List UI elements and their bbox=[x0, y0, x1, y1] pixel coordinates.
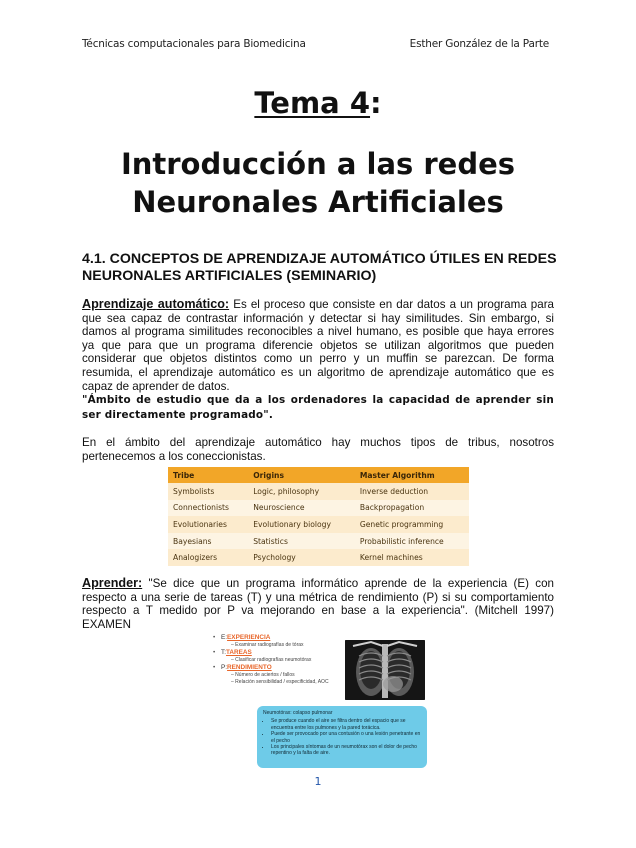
table-cell: Neuroscience bbox=[248, 500, 355, 517]
table-header-cell: Master Algorithm bbox=[355, 467, 469, 483]
table-header-row bbox=[168, 467, 469, 483]
table-cell: Evolutionaries bbox=[168, 516, 248, 533]
page-number: 1 bbox=[314, 775, 322, 788]
term-machine-learning: Aprendizaje automático: bbox=[82, 297, 230, 311]
etp-subitem-text: Clasificar radiografías neumotórax bbox=[235, 657, 312, 663]
title-line-1: Introducción a las redes bbox=[120, 147, 516, 181]
pneumothorax-info-box bbox=[257, 706, 427, 768]
table-row bbox=[168, 483, 469, 500]
etp-prefix: P: bbox=[221, 664, 228, 671]
info-box-list bbox=[263, 718, 421, 756]
topic-colon: : bbox=[370, 86, 382, 120]
etp-subitem bbox=[213, 672, 329, 679]
table-row bbox=[168, 516, 469, 533]
etp-label: TAREAS bbox=[225, 649, 252, 656]
paragraph-tribes: En el ámbito del aprendizaje automático hay muchos tipos de tribus, nosotros pertenecemos a los coneccionistas. bbox=[82, 436, 554, 463]
etp-subitem bbox=[213, 642, 329, 649]
etp-item bbox=[213, 649, 329, 657]
etp-subitem-text: Número de aciertos / fallos bbox=[235, 672, 295, 678]
topic-label: Tema 4 bbox=[254, 86, 371, 120]
table-header-cell: Tribe bbox=[168, 467, 248, 483]
table-cell: Inverse deduction bbox=[355, 483, 469, 500]
bullet-icon: • bbox=[213, 664, 216, 671]
table-cell: Psychology bbox=[248, 549, 355, 566]
info-box-item: • Se produce cuando el aire se filtra dentro del espacio que se encuentra entre los pulmones y la pared torácica. bbox=[271, 718, 421, 731]
table-cell: Genetic programming bbox=[355, 516, 469, 533]
etp-prefix: T: bbox=[221, 649, 226, 656]
paragraph-machine-learning bbox=[82, 298, 554, 422]
term-learn: Aprender: bbox=[82, 576, 143, 590]
document-title bbox=[0, 145, 636, 221]
section-heading: 4.1. CONCEPTOS DE APRENDIZAJE AUTOMÁTICO ÚTILES EN REDES NEURONALES ARTIFICIALES (SEMINARIO) bbox=[82, 251, 557, 284]
etp-list bbox=[213, 634, 329, 686]
table-cell: Statistics bbox=[248, 533, 355, 550]
table-cell: Logic, philosophy bbox=[248, 483, 355, 500]
running-header-course: Técnicas computacionales para Biomedicina bbox=[82, 38, 306, 50]
etp-subitem bbox=[213, 657, 329, 664]
table-cell: Kernel machines bbox=[355, 549, 469, 566]
dash-icon: – bbox=[231, 657, 236, 663]
table-cell: Analogizers bbox=[168, 549, 248, 566]
title-line-2: Neuronales Artificiales bbox=[132, 185, 504, 219]
bullet-icon: • bbox=[213, 634, 216, 641]
info-box-item: • Los principales síntomas de un neumotórax son el dolor de pecho repentino y la falta de aire. bbox=[271, 744, 421, 757]
running-header-author: Esther González de la Parte bbox=[409, 38, 549, 50]
tribes-table bbox=[168, 467, 469, 566]
info-box-title: Neumotórax: colapso pulmonar bbox=[263, 710, 333, 716]
table-cell: Bayesians bbox=[168, 533, 248, 550]
dash-icon: – bbox=[231, 672, 236, 678]
definition-learn: "Se dice que un programa informático aprende de la experiencia (E) con respecto a una serie de tareas (T) y una métrica de rendimiento (P) si su comportamiento respecto a T medido por P va mejorando en base a la experiencia". (Mitchell 1997) EXAMEN bbox=[82, 577, 554, 631]
etp-subitem bbox=[213, 679, 329, 686]
etp-subitem-text: Relación sensibilidad / especificidad, AOC bbox=[235, 679, 329, 685]
topic-number-heading bbox=[0, 86, 636, 120]
table-row bbox=[168, 549, 469, 566]
etp-subitem-text: Examinar radiografías de tórax bbox=[235, 642, 304, 648]
dash-icon: – bbox=[231, 679, 236, 685]
etp-label: RENDIMIENTO bbox=[227, 664, 272, 671]
table-cell: Probabilistic inference bbox=[355, 533, 469, 550]
dash-icon: – bbox=[231, 642, 236, 648]
table-row bbox=[168, 500, 469, 517]
table-header-cell: Origins bbox=[248, 467, 355, 483]
ml-example-figure bbox=[205, 630, 437, 770]
table-row bbox=[168, 533, 469, 550]
table-cell: Evolutionary biology bbox=[248, 516, 355, 533]
chest-xray-image bbox=[345, 640, 425, 700]
paragraph-learning bbox=[82, 577, 554, 631]
etp-label: EXPERIENCIA bbox=[227, 634, 271, 641]
table-cell: Symbolists bbox=[168, 483, 248, 500]
etp-item bbox=[213, 634, 329, 642]
bullet-icon: • bbox=[213, 649, 216, 656]
etp-item bbox=[213, 664, 329, 672]
info-box-item: • Puede ser provocado por una contusión o una lesión penetrante en el pecho bbox=[271, 731, 421, 744]
table-cell: Backpropagation bbox=[355, 500, 469, 517]
definition-quote: "Ámbito de estudio que da a los ordenadores la capacidad de aprender sin ser directamente programado". bbox=[82, 394, 554, 421]
table-cell: Connectionists bbox=[168, 500, 248, 517]
etp-prefix: E: bbox=[221, 634, 228, 641]
definition-machine-learning: Es el proceso que consiste en dar datos a un programa para que sea capaz de contrastar información y detectar si hay similitudes. Sin embargo, si damos al programa similitudes reconocibles a nivel humano, es posible que haya errores ya que para que un programa diferencie objetos se utilizan algoritmos que pueden considerar que objetos distintos como un perro y un muffin se parezcan. De forma resumida, el aprendizaje automático es un algoritmo de aprendizaje automático que es capaz de aprender de datos. bbox=[82, 298, 555, 393]
